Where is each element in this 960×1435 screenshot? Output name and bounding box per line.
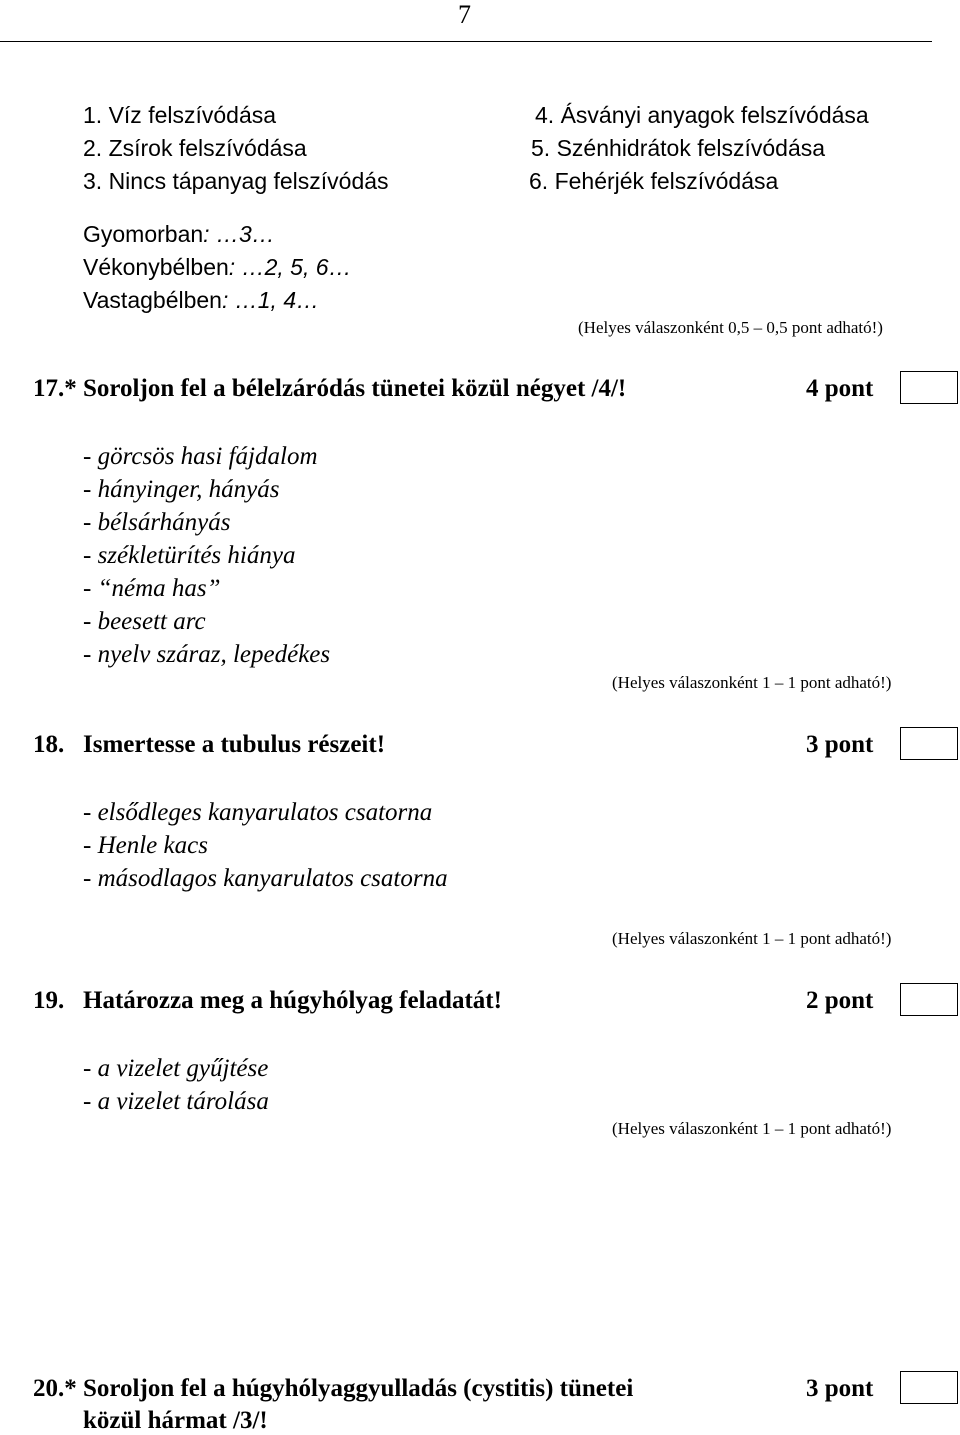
question-number: 17.* <box>33 375 77 402</box>
organ-value: : …3… <box>203 221 275 247</box>
answer-item: - másodlagos kanyarulatos csatorna <box>83 865 448 892</box>
question-points: 3 pont <box>806 731 874 758</box>
list-item: 4. Ásványi anyagok felszívódása <box>535 102 869 128</box>
score-box[interactable] <box>900 371 958 404</box>
score-box[interactable] <box>900 983 958 1016</box>
question-points: 3 pont <box>806 1375 874 1402</box>
answer-item: - nyelv száraz, lepedékes <box>83 641 331 668</box>
answer-item: - hányinger, hányás <box>83 476 280 503</box>
answer-item: - “néma has” <box>83 575 221 602</box>
score-box[interactable] <box>900 727 958 760</box>
organ-label: Vastagbélben <box>83 287 222 313</box>
question-text: Ismertesse a tubulus részeit! <box>83 731 386 758</box>
answer-item: - elsődleges kanyarulatos csatorna <box>83 799 433 826</box>
answer-item: - Henle kacs <box>83 832 208 859</box>
scoring-note: (Helyes válaszonként 0,5 – 0,5 pont adható!) <box>578 318 883 337</box>
answer-item: - a vizelet gyűjtése <box>83 1055 269 1082</box>
question-number: 19. <box>33 987 65 1014</box>
score-box[interactable] <box>900 1371 958 1404</box>
organ-label: Gyomorban <box>83 221 204 247</box>
question-number: 20.* <box>33 1375 77 1402</box>
organ-answer-large-intestine <box>83 287 319 314</box>
question-text: Határozza meg a húgyhólyag feladatát! <box>83 987 502 1014</box>
question-points: 4 pont <box>806 375 874 402</box>
list-item: 1. Víz felszívódása <box>83 102 277 128</box>
scoring-note: (Helyes válaszonként 1 – 1 pont adható!) <box>612 1119 892 1138</box>
question-text: Soroljon fel a húgyhólyaggyulladás (cystitis) tünetei <box>83 1375 634 1402</box>
header-rule <box>0 41 932 42</box>
question-number: 18. <box>33 731 65 758</box>
answer-item: - a vizelet tárolása <box>83 1088 269 1115</box>
list-item: 5. Szénhidrátok felszívódása <box>531 135 826 161</box>
answer-item: - bélsárhányás <box>83 509 231 536</box>
organ-answer-small-intestine <box>83 254 352 281</box>
organ-value: : …1, 4… <box>221 287 320 313</box>
organ-value: : …2, 5, 6… <box>228 254 352 280</box>
scoring-note: (Helyes válaszonként 1 – 1 pont adható!) <box>612 929 892 948</box>
scoring-note: (Helyes válaszonként 1 – 1 pont adható!) <box>612 673 892 692</box>
list-item: 6. Fehérjék felszívódása <box>529 168 779 194</box>
page-number: 7 <box>458 0 471 29</box>
list-item: 3. Nincs tápanyag felszívódás <box>83 168 389 194</box>
answer-item: - beesett arc <box>83 608 206 635</box>
answer-item: - székletürítés hiánya <box>83 542 296 569</box>
question-text-continued: közül hármat /3/! <box>83 1407 268 1434</box>
organ-label: Vékonybélben <box>83 254 229 280</box>
question-text: Soroljon fel a bélelzáródás tünetei közül négyet /4/! <box>83 375 627 402</box>
list-item: 2. Zsírok felszívódása <box>83 135 307 161</box>
organ-answer-stomach <box>83 221 275 248</box>
question-points: 2 pont <box>806 987 874 1014</box>
answer-item: - görcsös hasi fájdalom <box>83 443 318 470</box>
